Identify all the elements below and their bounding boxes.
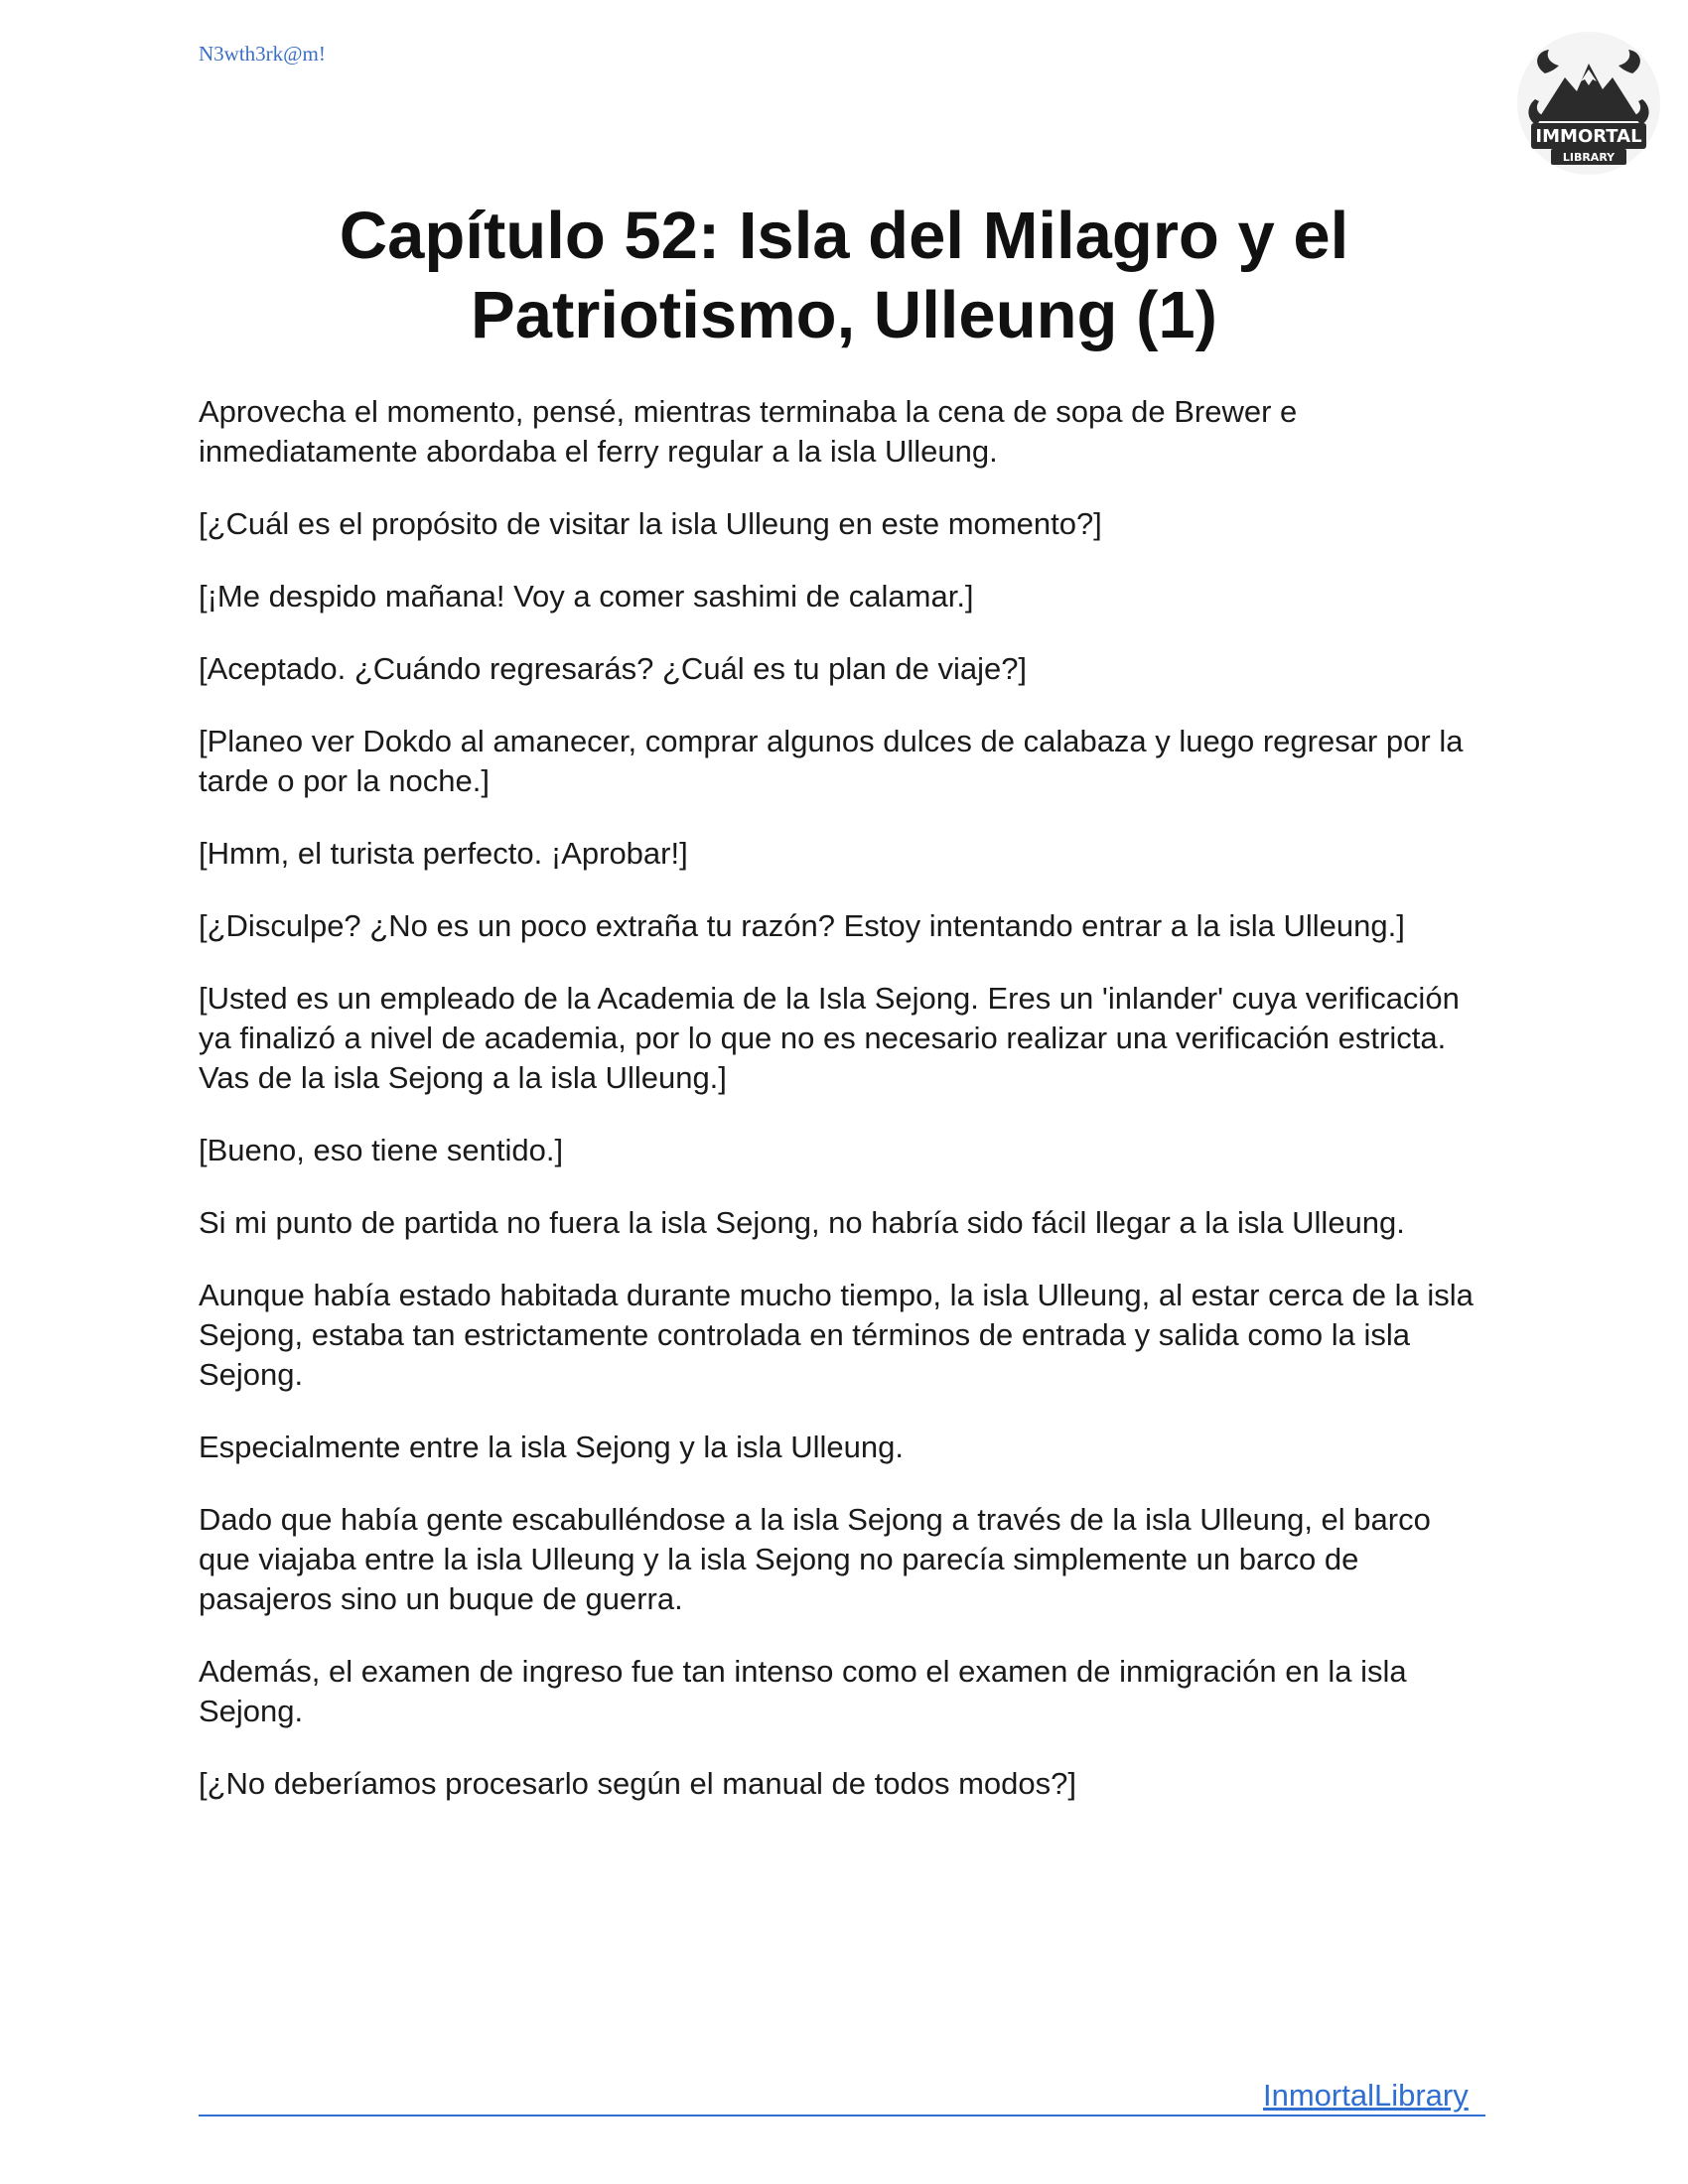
paragraph-13: Dado que había gente escabulléndose a la isla Sejong a través de la isla Ulleung, el barco que viajaba entre la isla Ulleung y la isla Sejong no parecía simplemente un barco de pasajeros sino un buque de guerra. (199, 1502, 1431, 1616)
chapter-title-line-2: Patriotismo, Ulleung (1) (471, 278, 1217, 352)
logo-text-line2: LIBRARY (1562, 151, 1616, 164)
chapter-title (199, 197, 1489, 355)
paragraph-10: Si mi punto de partida no fuera la isla Sejong, no habría sido fácil llegar a la isla Ulleung. (199, 1205, 1405, 1240)
paragraph-14: Además, el examen de ingreso fue tan intenso como el examen de inmigración en la isla Sejong. (199, 1654, 1407, 1728)
paragraph-6: [Hmm, el turista perfecto. ¡Aprobar!] (199, 836, 688, 871)
paragraph-15: [¿No deberíamos procesarlo según el manual de todos modos?] (199, 1766, 1076, 1801)
paragraph-2: [¿Cuál es el propósito de visitar la isla Ulleung en este momento?] (199, 506, 1102, 541)
immortal-library-logo-icon (1515, 30, 1662, 177)
paragraph-3: [¡Me despido mañana! Voy a comer sashimi de calamar.] (199, 579, 974, 614)
paragraph-5: [Planeo ver Dokdo al amanecer, comprar algunos dulces de calabaza y luego regresar por la tarde o por la noche.] (199, 724, 1464, 798)
chapter-body (199, 392, 1489, 1837)
paragraph-11: Aunque había estado habitada durante mucho tiempo, la isla Ulleung, al estar cerca de la isla Sejong, estaba tan estrictamente controlada en términos de entrada y salida como la isla Sejong. (199, 1278, 1474, 1392)
footer-divider (199, 2115, 1485, 2116)
paragraph-7: [¿Disculpe? ¿No es un poco extraña tu razón? Estoy intentando entrar a la isla Ulleung.] (199, 908, 1405, 943)
paragraph-12: Especialmente entre la isla Sejong y la isla Ulleung. (199, 1430, 904, 1464)
chapter-title-line-1: Capítulo 52: Isla del Milagro y el (339, 199, 1349, 273)
paragraph-4: [Aceptado. ¿Cuándo regresarás? ¿Cuál es tu plan de viaje?] (199, 651, 1028, 686)
paragraph-9: [Bueno, eso tiene sentido.] (199, 1133, 564, 1167)
paragraph-8: [Usted es un empleado de la Academia de la Isla Sejong. Eres un 'inlander' cuya verificación ya finalizó a nivel de academia, por lo que no es necesario realizar una verificación estricta. Vas de la isla Sejong a la isla Ulleung.] (199, 981, 1460, 1095)
paragraph-1: Aprovecha el momento, pensé, mientras terminaba la cena de sopa de Brewer e inmediatamente abordaba el ferry regular a la isla Ulleung. (199, 394, 1298, 469)
logo-text-line1: IMMORTAL (1535, 126, 1642, 147)
footer-library-link[interactable]: InmortalLibrary (1263, 2078, 1469, 2113)
watermark-text: N3wth3rk@m! (199, 42, 326, 66)
